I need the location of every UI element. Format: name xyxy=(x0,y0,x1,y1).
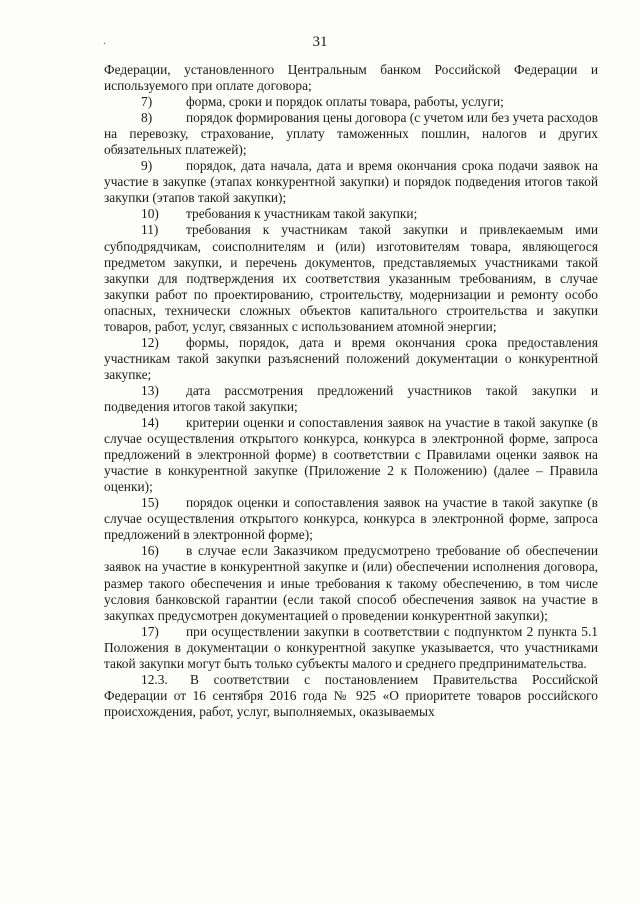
scan-mark: . xyxy=(103,33,106,47)
list-item xyxy=(104,383,598,415)
list-item xyxy=(104,110,598,158)
list-item xyxy=(104,495,598,543)
list-item-number: 8) xyxy=(141,110,153,126)
list-item-text: порядок оценки и сопоставления заявок на участие в такой закупке (в случае осуществления открытого конкурса, конкурса в электронной форме, запроса предложений в электронной форме); xyxy=(104,495,598,543)
list-item xyxy=(104,543,598,623)
list-item-number: 14) xyxy=(141,415,159,431)
list-item-number: 15) xyxy=(141,495,159,511)
numbered-list xyxy=(104,94,598,720)
list-item-number: 7) xyxy=(141,94,153,110)
list-item-number: 12) xyxy=(141,334,159,350)
list-item xyxy=(104,206,598,222)
list-item xyxy=(104,624,598,672)
list-item-number: 17) xyxy=(141,623,159,639)
list-item-text: форма, сроки и порядок оплаты товара, работы, услуги; xyxy=(186,94,504,110)
list-item-number: 16) xyxy=(141,543,159,559)
list-item-text: критерии оценки и сопоставления заявок на участие в такой закупке (в случае осуществления открытого конкурса, конкурса в электронной форме, запроса предложений в электронной форме) в соответствии с Правилами оценки заявок на участие в конкурентной закупке (Приложение 2 к Положению) (далее – Правила оценки); xyxy=(104,415,598,495)
list-item-text: требования к участникам такой закупки; xyxy=(186,206,418,222)
list-item xyxy=(104,415,598,495)
list-item-text: формы, порядок, дата и время окончания срока предоставления участникам такой закупки разъяснений положений документации о конкурентной закупке; xyxy=(104,334,598,382)
list-item xyxy=(104,335,598,383)
list-item xyxy=(104,158,598,206)
list-item-number: 12.3. xyxy=(141,671,168,687)
body-text xyxy=(104,62,598,720)
list-item xyxy=(104,222,598,334)
list-item xyxy=(104,672,598,720)
list-item-text: при осуществлении закупки в соответствии с подпунктом 2 пункта 5.1 Положения в документации о конкурентной закупке указывается, что участниками такой закупки могут быть только субъекты малого и среднего предпринимательства. xyxy=(104,623,598,671)
list-item-text: дата рассмотрения предложений участников такой закупки и подведения итогов такой закупки; xyxy=(104,382,598,414)
list-item-number: 10) xyxy=(141,206,159,222)
list-item-text: порядок формирования цены договора (с учетом или без учета расходов на перевозку, страхование, уплату таможенных пошлин, налогов и других обязательных платежей); xyxy=(104,110,599,158)
list-item-number: 11) xyxy=(141,222,159,238)
page-number: 31 xyxy=(312,34,328,50)
list-item-text: в случае если Заказчиком предусмотрено требование об обеспечении заявок на участие в конкурентной закупке и (или) обеспечении исполнения договора, размер такого обеспечения и иные требования к такому обеспечению, в том числе условия банковской гарантии (если такой способ обеспечения заявок на участие в закупках предусмотрен документацией о проведении конкурентной закупки); xyxy=(104,543,598,623)
list-item-number: 9) xyxy=(141,158,153,174)
lead-paragraph: Федерации, установленного Центральным банком Российской Федерации и используемого при оплате договора; xyxy=(104,62,598,94)
list-item-text: порядок, дата начала, дата и время окончания срока подачи заявок на участие в закупке (этапах конкурентной закупки) и порядок подведения итогов такой закупки (этапов такой закупки); xyxy=(104,158,598,206)
list-item-number: 13) xyxy=(141,382,159,398)
list-item-text: В соответствии с постановлением Правительства Российской Федерации от 16 сентября 2016 года № 925 «О приоритете товаров российского происхождения, работ, услуг, выполняемых, оказываемых xyxy=(104,671,598,719)
list-item-text: требования к участникам такой закупки и привлекаемым ими субподрядчикам, соисполнителям и (или) изготовителям товара, являющегося предметом закупки, и перечень документов, представляемых участниками такой закупки для подтверждения их соответствия указанным требованиям, в случае закупки работ по проектированию, строительству, модернизации и ремонту особо опасных, технически сложных объектов капитального строительства и закупки товаров, работ, услуг, связанных с использованием атомной энергии; xyxy=(104,222,598,334)
list-item xyxy=(104,94,598,110)
